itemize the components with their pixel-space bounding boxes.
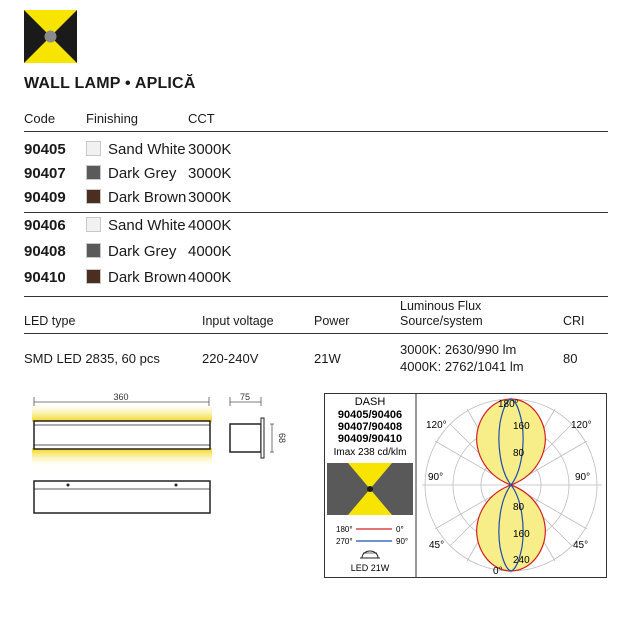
row-code: 90408 [24,243,66,260]
row-finishing: Sand White [108,217,186,234]
table-bottom-divider [24,296,608,297]
row-cct: 4000K [188,217,232,234]
row-code: 90406 [24,217,66,234]
photometry-name: DASH [354,396,386,408]
finish-swatch [86,217,101,232]
header-code: Code [24,111,56,126]
angle-label-90-left: 90° [428,472,444,483]
scale-label-160-top: 160 [513,421,530,432]
spec-cri: 80 [563,351,578,366]
legend-90: 90° [396,537,409,546]
spec-header-flux-line2: Source/system [400,314,483,328]
header-divider [24,131,608,132]
header-finishing: Finishing [86,111,139,126]
angle-label-120-left: 120° [426,420,447,431]
photometry-codes-2: 90407/90408 [337,421,403,433]
table-row [24,162,354,186]
legend-0: 0° [396,525,404,534]
row-cct: 3000K [188,189,232,206]
spec-flux-4000: 4000K: 2762/1041 lm [400,359,524,374]
group-divider [24,212,608,213]
scale-label-160-bottom: 160 [513,529,530,540]
dimension-drawings [24,388,294,523]
angle-label-180: 180° [498,399,519,410]
lamp-back-view [34,481,210,513]
photometry-imax: Imax 238 cd/klm [333,447,407,458]
spec-header-power: Power [314,314,350,328]
table-row [24,138,354,162]
wall-light-logo-icon [24,10,77,63]
row-code: 90410 [24,269,66,286]
header-cct: CCT [188,111,215,126]
row-code: 90405 [24,141,66,158]
brand-logo [24,10,77,63]
dim-height-label: 68 [277,432,287,444]
photometric-diagram [324,393,607,578]
spec-header-cri: CRI [563,314,585,328]
angle-label-0: 0° [493,566,503,577]
row-finishing: Dark Brown [108,269,187,286]
spec-input-voltage: 220-240V [202,351,259,366]
light-distribution-icon [327,463,413,515]
legend-180: 180° [336,525,353,534]
finish-swatch [86,269,101,284]
finish-swatch [86,141,101,156]
row-cct: 4000K [188,243,232,260]
spec-divider [24,333,608,334]
row-finishing: Dark Grey [108,243,177,260]
photometry-codes-1: 90405/90406 [337,409,403,421]
table-row [24,186,354,210]
row-code: 90407 [24,165,66,182]
legend-270: 270° [336,537,353,546]
width-dimension [34,392,209,406]
scale-label-80-top: 80 [513,448,525,459]
finish-swatch [86,165,101,180]
row-finishing: Dark Grey [108,165,177,182]
row-cct: 3000K [188,141,232,158]
spec-led-type: SMD LED 2835, 60 pcs [24,351,160,366]
finish-swatch [86,243,101,258]
angle-label-45-right: 45° [573,540,589,551]
angle-label-120-right: 120° [571,420,592,431]
photometry-codes-3: 90409/90410 [337,433,403,445]
row-finishing: Dark Brown [108,189,187,206]
lamp-side-view [230,418,287,458]
dim-width-label: 360 [113,392,129,402]
table-row [24,214,354,238]
finish-swatch [86,189,101,204]
table-row [24,240,354,264]
row-finishing: Sand White [108,141,186,158]
row-cct: 4000K [188,269,232,286]
led-source-label: LED 21W [350,563,390,573]
angle-label-90-right: 90° [575,472,591,483]
row-code: 90409 [24,189,66,206]
page-title: WALL LAMP • APLICĂ [24,75,196,92]
spec-header-led-type: LED type [24,314,76,328]
spec-power: 21W [314,351,341,366]
table-row [24,266,354,290]
scale-label-240-bottom: 240 [513,555,530,566]
row-cct: 3000K [188,165,232,182]
scale-label-80-bottom: 80 [513,502,525,513]
depth-dimension [230,392,261,406]
lamp-front-view [32,404,212,466]
angle-label-45-left: 45° [429,540,445,551]
spec-header-flux-line1: Luminous Flux [400,299,482,313]
spec-flux-3000: 3000K: 2630/990 lm [400,342,517,357]
dim-depth-label: 75 [239,392,251,402]
spec-header-input-voltage: Input voltage [202,314,274,328]
